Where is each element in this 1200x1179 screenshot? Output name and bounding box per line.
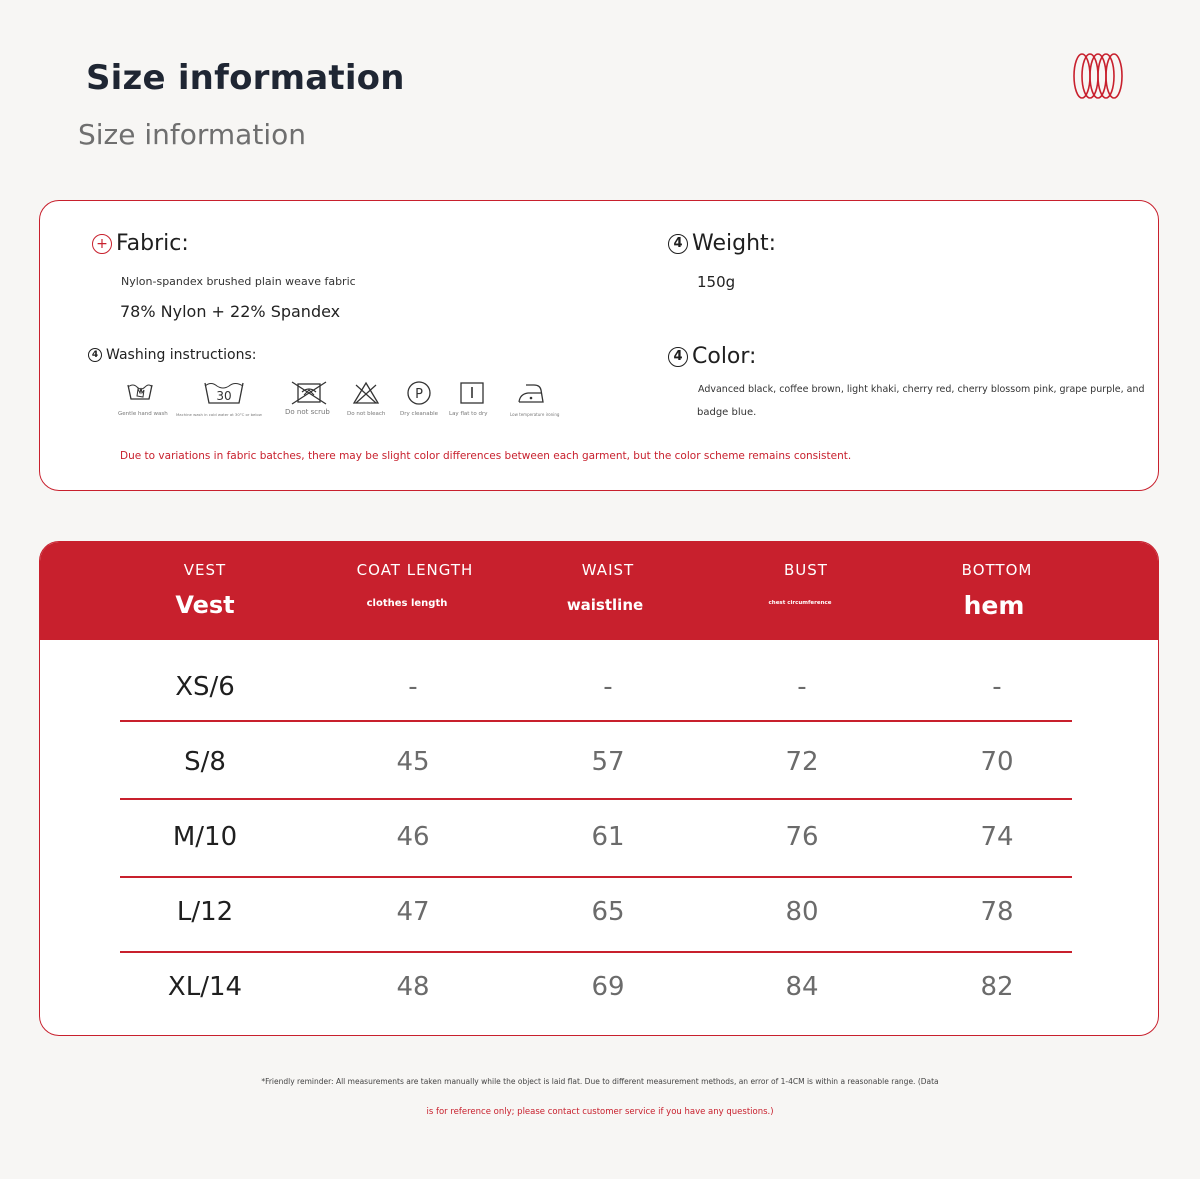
coat-length-cell: 45 bbox=[396, 747, 430, 777]
column-header-sub: clothes length bbox=[366, 598, 448, 609]
number-four-circle-icon: 4 bbox=[668, 234, 688, 254]
hem-cell: 82 bbox=[980, 972, 1014, 1002]
fabric-heading bbox=[92, 231, 189, 256]
column-header-en: COAT LENGTH bbox=[356, 561, 474, 579]
column-header-en: BUST bbox=[784, 561, 828, 579]
color-label: Color: bbox=[692, 344, 757, 369]
row-divider bbox=[120, 720, 1072, 722]
weight-heading bbox=[668, 231, 776, 256]
waist-cell: 61 bbox=[591, 822, 625, 852]
dry-clean-letter: P bbox=[415, 387, 423, 402]
column-header-vest bbox=[125, 542, 285, 640]
size-cell: XS/6 bbox=[175, 672, 235, 702]
column-header-bust bbox=[726, 542, 886, 640]
dry-clean-icon bbox=[406, 380, 432, 406]
table-header bbox=[40, 542, 1158, 640]
washing-label: Washing instructions: bbox=[106, 347, 257, 363]
fabric-composition: 78% Nylon + 22% Spandex bbox=[120, 302, 341, 321]
do-not-scrub-icon bbox=[290, 380, 328, 406]
coat-length-cell: 48 bbox=[396, 972, 430, 1002]
coat-length-cell: 46 bbox=[396, 822, 430, 852]
column-header-sub: chest circumference bbox=[768, 600, 832, 606]
column-header-sub: waistline bbox=[566, 596, 644, 614]
size-cell: S/8 bbox=[184, 747, 226, 777]
table-row bbox=[120, 672, 1072, 712]
color-variation-note: Due to variations in fabric batches, there may be slight color differences between each garment, but the color scheme remains consistent. bbox=[120, 450, 852, 462]
column-header-bottom bbox=[917, 542, 1077, 640]
bust-cell: 76 bbox=[785, 822, 819, 852]
hem-cell: 78 bbox=[980, 897, 1014, 927]
color-heading bbox=[668, 344, 756, 369]
bust-cell: 80 bbox=[785, 897, 819, 927]
wash-30-icon bbox=[203, 379, 245, 405]
page-title: Size information bbox=[86, 58, 405, 98]
waist-cell: 57 bbox=[591, 747, 625, 777]
waist-cell: 65 bbox=[591, 897, 625, 927]
column-header-sub: hem bbox=[963, 591, 1025, 620]
column-header-en: WAIST bbox=[581, 561, 635, 579]
hem-cell: 74 bbox=[980, 822, 1014, 852]
number-four-circle-icon: 4 bbox=[668, 347, 688, 367]
waist-cell: - bbox=[603, 672, 613, 702]
coat-length-cell: 47 bbox=[396, 897, 430, 927]
row-divider bbox=[120, 951, 1072, 953]
table-row bbox=[120, 897, 1072, 937]
wash-icon-label: Dry cleanable bbox=[400, 411, 439, 417]
bust-cell: 72 bbox=[785, 747, 819, 777]
fabric-description: Nylon-spandex brushed plain weave fabric bbox=[121, 275, 356, 288]
column-header-en: BOTTOM bbox=[961, 561, 1033, 579]
plus-circle-icon: + bbox=[92, 234, 112, 254]
hem-cell: 70 bbox=[980, 747, 1014, 777]
wash-icon-label: Low temperature ironing bbox=[510, 412, 560, 417]
color-list-line2: badge blue. bbox=[697, 407, 757, 418]
wash-temperature: 30 bbox=[216, 389, 232, 403]
lay-flat-dry-icon bbox=[459, 381, 485, 405]
fabric-label: Fabric: bbox=[116, 231, 189, 256]
wash-icon-label: Machine wash in cold water at 30°C or below bbox=[176, 412, 262, 417]
page-subtitle: Size information bbox=[78, 118, 306, 151]
brand-logo-icon bbox=[1072, 50, 1124, 102]
measurement-reminder-continued: is for reference only; please contact customer service if you have any questions.) bbox=[426, 1107, 774, 1117]
column-header-sub: Vest bbox=[175, 591, 235, 619]
table-row bbox=[120, 822, 1072, 862]
low-temp-iron-icon bbox=[516, 381, 546, 405]
measurement-reminder: *Friendly reminder: All measurements are taken manually while the object is laid flat. Due to different measurement methods, an error of 1-4CM is within a reasonable range. (Data bbox=[261, 1077, 939, 1086]
table-row bbox=[120, 972, 1072, 1012]
wash-icon-label: Do not scrub bbox=[285, 408, 330, 416]
row-divider bbox=[120, 876, 1072, 878]
size-table bbox=[39, 541, 1159, 1036]
bust-cell: 84 bbox=[785, 972, 819, 1002]
column-header-en: VEST bbox=[183, 561, 227, 579]
color-list-line1: Advanced black, coffee brown, light khaki, cherry red, cherry blossom pink, grape purple, and bbox=[698, 384, 1145, 395]
weight-value: 150g bbox=[697, 273, 736, 291]
gentle-hand-wash-icon bbox=[126, 379, 154, 403]
size-cell: XL/14 bbox=[167, 972, 243, 1002]
washing-heading bbox=[88, 347, 257, 363]
waist-cell: 69 bbox=[591, 972, 625, 1002]
size-cell: L/12 bbox=[176, 897, 234, 927]
do-not-bleach-icon bbox=[352, 381, 380, 405]
coat-length-cell: - bbox=[408, 672, 418, 702]
column-header-waist bbox=[528, 542, 688, 640]
column-header-coat-length bbox=[315, 542, 515, 640]
number-four-circle-icon: 4 bbox=[88, 348, 102, 362]
table-row bbox=[120, 747, 1072, 787]
wash-icon-label: Do not bleach bbox=[347, 411, 386, 417]
wash-icon-label: Gentle hand wash bbox=[118, 411, 168, 417]
wash-icon-label: Lay flat to dry bbox=[449, 411, 488, 417]
product-info-card bbox=[39, 200, 1159, 491]
bust-cell: - bbox=[797, 672, 807, 702]
hem-cell: - bbox=[992, 672, 1002, 702]
size-cell: M/10 bbox=[172, 822, 238, 852]
row-divider bbox=[120, 798, 1072, 800]
weight-label: Weight: bbox=[692, 231, 777, 256]
